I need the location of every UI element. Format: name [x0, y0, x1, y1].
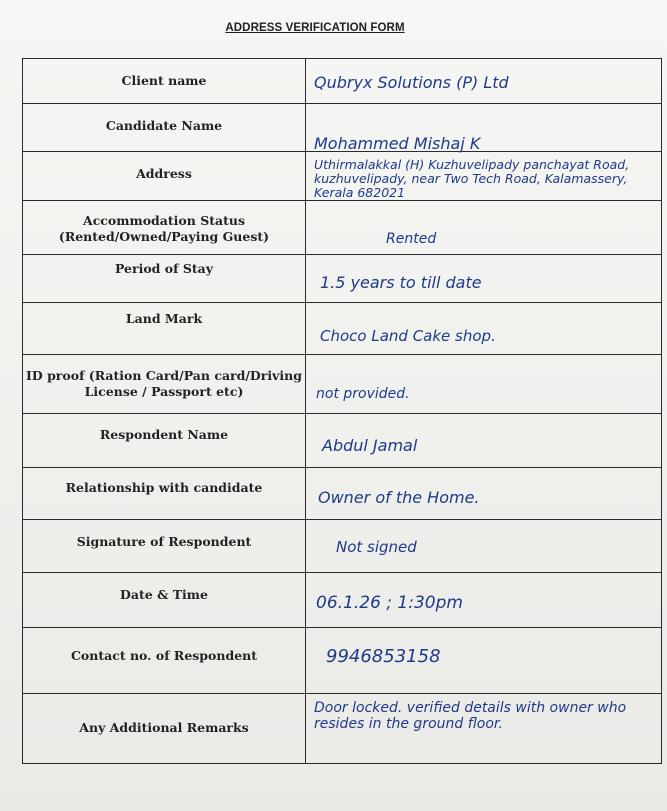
- label-cell: [23, 694, 306, 764]
- label-cell: [23, 628, 306, 694]
- table-row: [23, 59, 662, 104]
- value-accommodation-status: Rented: [386, 231, 437, 247]
- label-date-time: Date & Time: [120, 587, 208, 602]
- value-date-time: 06.1.26 ; 1:30pm: [316, 593, 463, 613]
- table-row: [23, 303, 662, 355]
- table-row: [23, 628, 662, 694]
- label-cell: [23, 573, 306, 628]
- label-candidate-name: Candidate Name: [105, 118, 223, 133]
- table-row: [23, 152, 662, 201]
- form-title: ADDRESS VERIFICATION FORM: [225, 22, 405, 34]
- value-cell: [306, 303, 662, 355]
- value-additional-remarks: Door locked. verified details with owner who resides in the ground floor.: [314, 700, 627, 732]
- value-address: Uthirmalakkal (H) Kuzhuvelipady panchayat Road, kuzhuvelipady, near Two Tech Road, Kalamassery, Kerala 682021: [314, 157, 630, 200]
- value-cell: [306, 694, 662, 764]
- value-cell: [306, 255, 662, 303]
- label-client-name: Client name: [121, 73, 207, 88]
- value-respondent-name: Abdul Jamal: [322, 436, 418, 455]
- label-cell: [23, 152, 306, 201]
- label-cell: [23, 303, 306, 355]
- value-period-of-stay: 1.5 years to till date: [320, 273, 482, 292]
- value-candidate-name: Mohammed Mishaj K: [314, 134, 481, 153]
- value-cell: [306, 628, 662, 694]
- value-relationship: Owner of the Home.: [318, 488, 480, 507]
- label-cell: [23, 104, 306, 152]
- value-cell: [306, 104, 662, 152]
- value-contact-no: 9946853158: [326, 646, 441, 667]
- label-cell: [23, 355, 306, 414]
- value-cell: [306, 468, 662, 520]
- value-land-mark: Choco Land Cake shop.: [320, 327, 496, 345]
- table-row: [23, 255, 662, 303]
- value-cell: [306, 59, 662, 104]
- label-period-of-stay: Period of Stay: [114, 261, 213, 276]
- table-row: [23, 694, 662, 764]
- label-relationship: Relationship with candidate: [65, 480, 263, 495]
- label-accommodation-status: Accommodation Status (Rented/Owned/Paying Guest): [58, 213, 270, 244]
- label-cell: [23, 255, 306, 303]
- label-cell: [23, 468, 306, 520]
- table-row: [23, 520, 662, 573]
- value-cell: [306, 573, 662, 628]
- table-row: [23, 104, 662, 152]
- table-row: [23, 468, 662, 520]
- label-cell: [23, 59, 306, 104]
- label-additional-remarks: Any Additional Remarks: [79, 720, 249, 735]
- address-verification-table: [22, 58, 662, 764]
- label-cell: [23, 414, 306, 468]
- label-cell: [23, 520, 306, 573]
- value-cell: [306, 152, 662, 201]
- label-address: Address: [136, 166, 192, 181]
- value-cell: [306, 355, 662, 414]
- label-contact-no: Contact no. of Respondent: [70, 648, 258, 663]
- label-signature: Signature of Respondent: [76, 534, 252, 549]
- label-land-mark: Land Mark: [125, 311, 203, 326]
- value-signature: Not signed: [336, 538, 417, 556]
- table-row: [23, 201, 662, 255]
- table-row: [23, 414, 662, 468]
- label-id-proof: ID proof (Ration Card/Pan card/Driving License / Passport etc): [26, 368, 302, 399]
- value-cell: [306, 520, 662, 573]
- label-respondent-name: Respondent Name: [99, 427, 229, 442]
- value-id-proof: not provided.: [316, 386, 410, 402]
- value-cell: [306, 201, 662, 255]
- table-row: [23, 355, 662, 414]
- table-row: [23, 573, 662, 628]
- value-client-name: Qubryx Solutions (P) Ltd: [314, 73, 509, 92]
- label-cell: [23, 201, 306, 255]
- value-cell: [306, 414, 662, 468]
